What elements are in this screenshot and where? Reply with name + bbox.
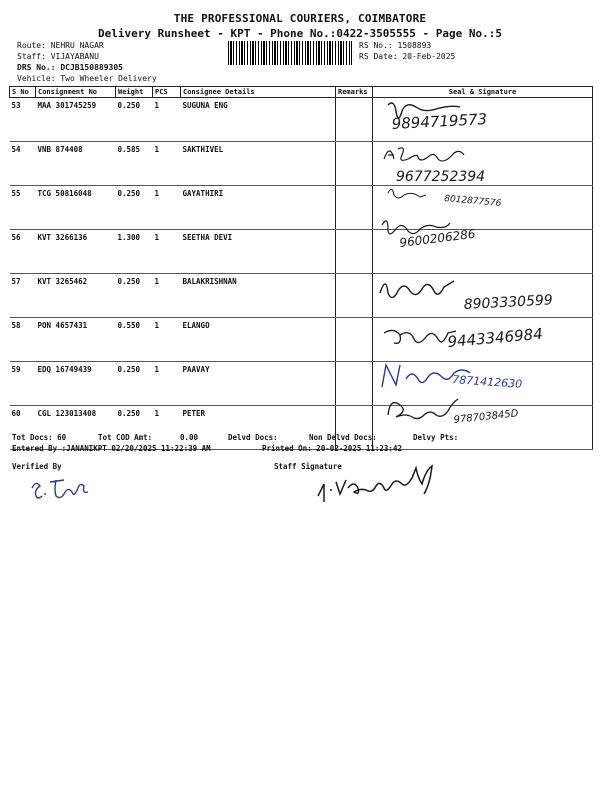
row-consignment: CGL 123013408 [36, 406, 116, 450]
row-consignee: SAKTHIVEL [181, 142, 336, 186]
row-consignment: KVT 3266136 [36, 230, 116, 274]
row-remarks [336, 186, 373, 230]
col-pcs-header: PCS [153, 87, 181, 98]
row-weight: 1.300 [116, 230, 153, 274]
handwritten-phone: 9600206286 [398, 226, 477, 250]
verifier-signature [28, 468, 108, 504]
staff-signature-label: Staff Signature [274, 462, 342, 471]
non-delivered-docs-label: Non Delvd Docs: [309, 433, 377, 442]
signature-scribble [384, 330, 456, 343]
row-consignee: PAAVAY [181, 362, 336, 406]
vehicle-label: Vehicle: Two Wheeler Delivery [17, 74, 157, 83]
drs-label: DRS No.: DCJB150889305 [17, 63, 123, 72]
col-weight-header: Weight [116, 87, 153, 98]
handwritten-signatures [370, 97, 592, 427]
delivery-points-label: Delvy Pts: [413, 433, 459, 442]
page-subtitle: Delivery Runsheet - KPT - Phone No.:0422-3505555 - Page No.:5 [98, 27, 502, 40]
row-consignee: SEETHA DEVI [181, 230, 336, 274]
col-remarks-header: Remarks [336, 87, 373, 98]
row-remarks [336, 406, 373, 450]
handwritten-phone: 7871412630 [451, 373, 523, 391]
rs-number: RS No.: 1508893 [359, 41, 432, 50]
delivered-docs-label: Delvd Docs: [228, 433, 278, 442]
barcode-image [228, 41, 352, 65]
signature-scribble [380, 281, 454, 298]
row-consignee: BALAKRISHNAN [181, 274, 336, 318]
verified-by-label: Verified By [12, 462, 62, 471]
row-pcs: 1 [153, 98, 181, 142]
row-remarks [336, 98, 373, 142]
row-weight: 0.550 [116, 318, 153, 362]
total-docs: Tot Docs: 60 [12, 433, 67, 442]
row-remarks [336, 318, 373, 362]
total-cod-amount: 0.00 [180, 433, 199, 442]
row-consignment: KVT 3265462 [36, 274, 116, 318]
row-pcs: 1 [153, 230, 181, 274]
row-sno: 54 [10, 142, 36, 186]
row-sno: 59 [10, 362, 36, 406]
row-consignee: PETER [181, 406, 336, 450]
row-consignment: EDQ 16749439 [36, 362, 116, 406]
row-weight: 0.585 [116, 142, 153, 186]
row-weight: 0.250 [116, 98, 153, 142]
col-sno-header: S No [10, 87, 36, 98]
row-consignee: GAYATHIRI [181, 186, 336, 230]
printed-on: Printed On: 20-02-2025 11:23:42 [262, 444, 402, 453]
total-cod-label: Tot COD Amt: [98, 433, 153, 442]
row-remarks [336, 274, 373, 318]
row-pcs: 1 [153, 406, 181, 450]
row-sno: 58 [10, 318, 36, 362]
row-consignment: TCG 50816048 [36, 186, 116, 230]
row-weight: 0.250 [116, 274, 153, 318]
row-sno: 53 [10, 98, 36, 142]
handwritten-phone: 8012877576 [443, 194, 502, 209]
signature-scribble [384, 148, 464, 161]
table-header-row [10, 87, 593, 98]
row-sno: 57 [10, 274, 36, 318]
row-sno: 60 [10, 406, 36, 450]
row-consignment: MAA 301745259 [36, 98, 116, 142]
handwritten-phone: 9443346984 [446, 324, 544, 351]
row-consignment: PON 4657431 [36, 318, 116, 362]
route-label: Route: NEHRU NAGAR [17, 41, 104, 50]
handwritten-phone: 8903330599 [463, 292, 554, 313]
row-pcs: 1 [153, 318, 181, 362]
staff-signature [312, 462, 472, 510]
row-sno: 56 [10, 230, 36, 274]
entered-by: Entered By :JANANIKPT 02/20/2025 11:22:39 AM [12, 444, 211, 453]
row-remarks [336, 362, 373, 406]
row-consignment: VNB 874408 [36, 142, 116, 186]
handwritten-phone: 9894719573 [391, 110, 488, 133]
row-weight: 0.250 [116, 406, 153, 450]
col-consignee-header: Consignee Details [181, 87, 336, 98]
row-remarks [336, 142, 373, 186]
handwritten-phone: 9677252394 [396, 169, 486, 185]
row-sno: 55 [10, 186, 36, 230]
col-seal-header: Seal & Signature [373, 87, 593, 98]
handwritten-phone: 978703845D [453, 408, 519, 426]
row-pcs: 1 [153, 186, 181, 230]
row-remarks [336, 230, 373, 274]
signature-scribble [388, 189, 426, 198]
row-weight: 0.250 [116, 362, 153, 406]
row-consignee: SUGUNA ENG [181, 98, 336, 142]
row-pcs: 1 [153, 274, 181, 318]
row-pcs: 1 [153, 362, 181, 406]
signature-scribble [388, 399, 458, 419]
row-weight: 0.250 [116, 186, 153, 230]
row-consignee: ELANGO [181, 318, 336, 362]
page-title: THE PROFESSIONAL COURIERS, COIMBATORE [173, 12, 427, 25]
staff-label: Staff: VIJAYABANU [17, 52, 99, 61]
rs-date: RS Date: 20-Feb-2025 [359, 52, 456, 61]
row-pcs: 1 [153, 142, 181, 186]
col-consignment-header: Consignment No [36, 87, 116, 98]
